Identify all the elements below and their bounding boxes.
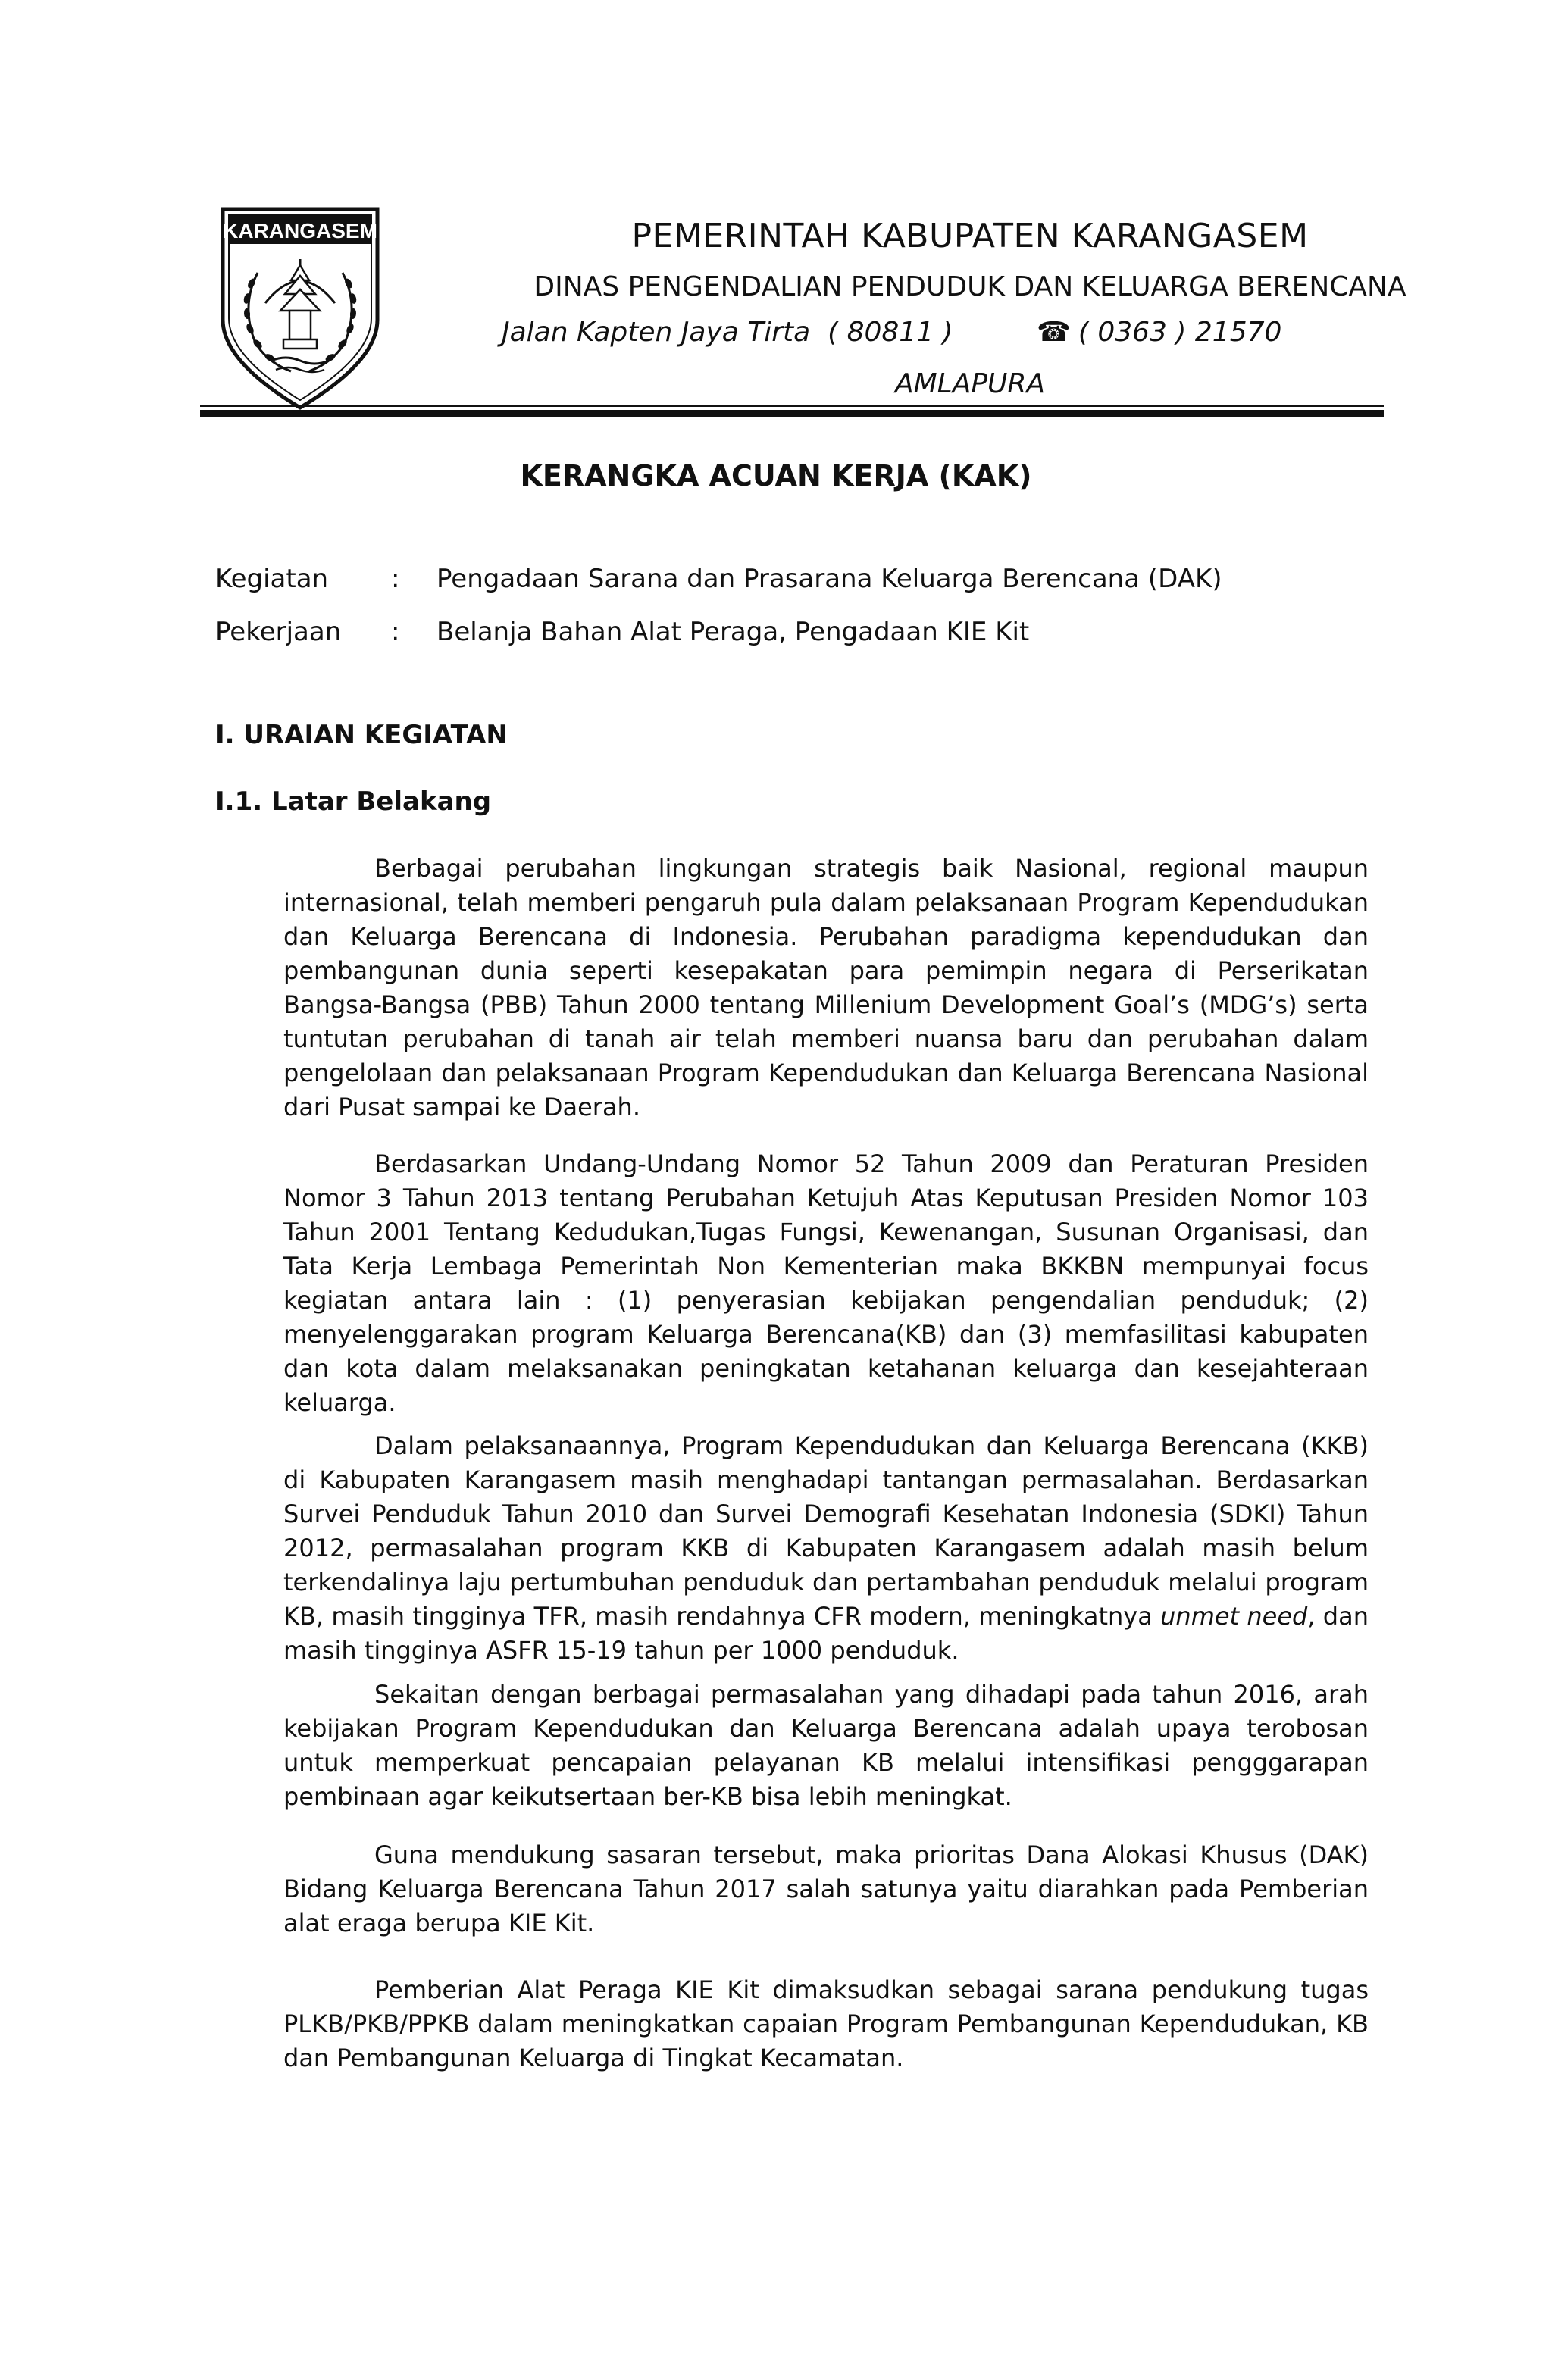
paragraph-1: Berbagai perubahan lingkungan strategis baik Nasional, regional maupun internasional, telah memberi pengaruh pula dalam pelaksanaan Program Kependudukan dan Keluarga Berencana di Indonesia. Perubahan paradigma kependudukan dan pembangunan dunia seperti kesepakatan para pemimpin negara di Perserikatan Bangsa-Bangsa (PBB) Tahun 2000 tentang Millenium Development Goal’s (MDG’s) serta tuntutan perubahan di tanah air telah memberi nuansa baru dan perubahan dalam pengelolaan dan pelaksanaan Program Kependudukan dan Keluarga Berencana Nasional dari Pusat sampai ke Daerah. bbox=[283, 854, 1369, 1121]
paragraph-2: Berdasarkan Undang-Undang Nomor 52 Tahun 2009 dan Peraturan Presiden Nomor 3 Tahun 2013 tentang Perubahan Ketujuh Atas Keputusan Presiden Nomor 103 Tahun 2001 Tentang Kedudukan,Tugas Fungsi, Kewenangan, Susunan Organisasi, dan Tata Kerja Lembaga Pemerintah Non Kementerian maka BKKBN mempunyai focus kegiatan antara lain : (1) penyerasian kebijakan pengendalian penduduk; (2) menyelenggarakan program Keluarga Berencana(KB) dan (3) memfasilitasi kabupaten dan kota dalam melaksanakan peningkatan ketahanan keluarga dan kesejahteraan keluarga. bbox=[283, 1149, 1369, 1417]
meta-label: Kegiatan bbox=[215, 564, 329, 594]
subsection-heading: I.1. Latar Belakang bbox=[215, 787, 492, 817]
letterhead-city: AMLAPURA bbox=[894, 368, 1046, 399]
meta-label: Pekerjaan bbox=[215, 617, 342, 647]
meta-row-kegiatan bbox=[215, 564, 1382, 597]
paragraph-3 bbox=[283, 1429, 1369, 1668]
meta-value: Pengadaan Sarana dan Prasarana Keluarga Berencana (DAK) bbox=[436, 564, 1222, 594]
letterhead-rule-thick bbox=[200, 410, 1384, 417]
letterhead-agency-name: DINAS PENGENDALIAN PENDUDUK DAN KELUARGA BERENCANA bbox=[534, 271, 1406, 302]
meta-row-pekerjaan bbox=[215, 617, 1382, 650]
paragraph-3-italic-term: unmet need bbox=[1160, 1602, 1308, 1631]
paragraph-3-text: Dalam pelaksanaannya, Program Kependudukan dan Keluarga Berencana (KKB) di Kabupaten Karangasem masih menghadapi tantangan permasalahan. Berdasarkan Survei Penduduk Tahun 2010 dan Survei Demografi Kesehatan Indonesia (SDKI) Tahun 2012, permasalahan program KKB di Kabupaten Karangasem adalah masih belum terkendalinya laju pertumbuhan penduduk dan pertambahan penduduk melalui program KB, masih tingginya TFR, masih rendahnya CFR modern, meningkatnya bbox=[283, 1431, 1369, 1631]
meta-colon: : bbox=[391, 617, 400, 647]
letterhead-address: Jalan Kapten Jaya Tirta ( 80811 ) bbox=[502, 317, 953, 348]
paragraph-6: Pemberian Alat Peraga KIE Kit dimaksudkan sebagai sarana pendukung tugas PLKB/PKB/PPKB dalam meningkatkan capaian Program Pembangunan Kependudukan, KB dan Pembangunan Keluarga di Tingkat Kecamatan. bbox=[283, 1975, 1369, 2072]
paragraph-3-text-end: , dan masih tingginya ASFR 15-19 tahun per 1000 penduduk. bbox=[283, 1602, 1369, 1665]
paragraph-4: Sekaitan dengan berbagai permasalahan yang dihadapi pada tahun 2016, arah kebijakan Program Kependudukan dan Keluarga Berencana adalah upaya terobosan untuk memperkuat pencapaian pelayanan KB melalui intensifikasi pengggarapan pembinaan agar keikutsertaan ber-KB bisa lebih meningkat. bbox=[283, 1680, 1369, 1811]
meta-value: Belanja Bahan Alat Peraga, Pengadaan KIE Kit bbox=[436, 617, 1030, 647]
letterhead-government-name: PEMERINTAH KABUPATEN KARANGASEM bbox=[631, 217, 1309, 255]
letterhead-phone bbox=[1037, 317, 1281, 348]
section-heading: I. URAIAN KEGIATAN bbox=[215, 720, 508, 750]
karangasem-crest-logo bbox=[218, 206, 382, 411]
document-title: KERANGKA ACUAN KERJA (KAK) bbox=[520, 459, 1032, 493]
phone-icon: ☎ bbox=[1037, 317, 1071, 348]
letterhead-rule-thin bbox=[200, 405, 1384, 407]
paragraph-5: Guna mendukung sasaran tersebut, maka prioritas Dana Alokasi Khusus (DAK) Bidang Keluarga Berencana Tahun 2017 salah satunya yaitu diarahkan pada Pemberian alat eraga berupa KIE Kit. bbox=[283, 1841, 1369, 1937]
letterhead-phone-number: ( 0363 ) 21570 bbox=[1078, 317, 1282, 348]
logo-banner-text: KARANGASEM bbox=[223, 219, 377, 242]
meta-colon: : bbox=[391, 564, 400, 594]
